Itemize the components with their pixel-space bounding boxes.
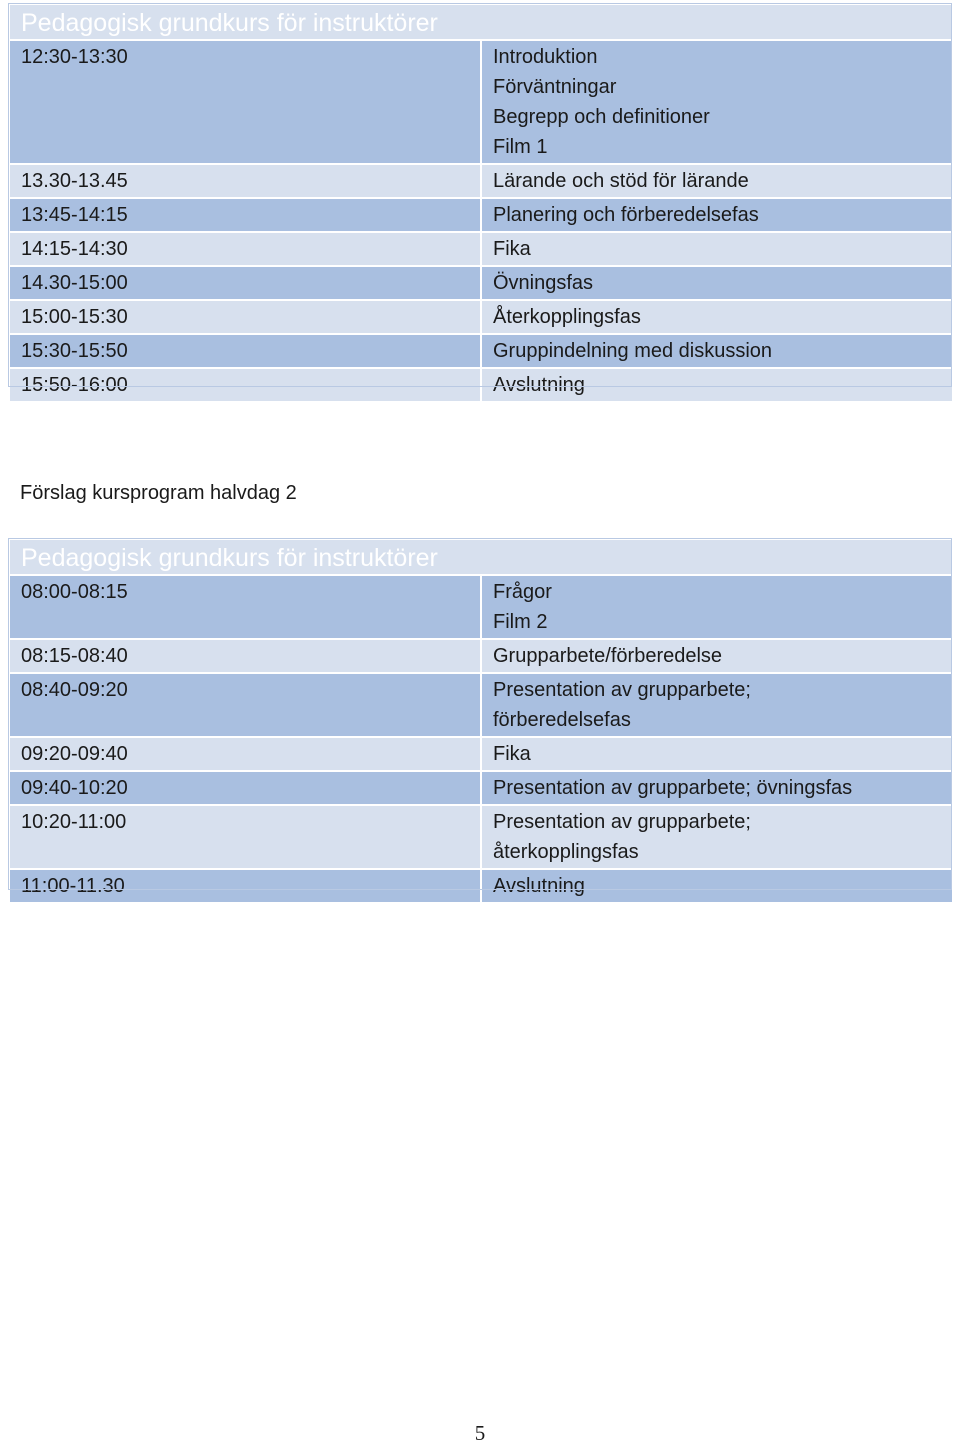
activity-cell: Presentation av grupparbete; övningsfas: [481, 771, 953, 805]
activity-cell: Gruppindelning med diskussion: [481, 334, 953, 368]
activity-cell: Avslutning: [481, 869, 953, 903]
time-cell: 08:00-08:15: [9, 575, 481, 639]
table-row: [9, 575, 953, 639]
activity-cell: Grupparbete/förberedelse: [481, 639, 953, 673]
schedule-table-day2: [8, 538, 954, 904]
time-cell: 09:20-09:40: [9, 737, 481, 771]
table-row: [9, 334, 953, 368]
activity-cell: Planering och förberedelsefas: [481, 198, 953, 232]
activity-cell: Fika: [481, 232, 953, 266]
table-row: [9, 737, 953, 771]
table-row: [9, 266, 953, 300]
time-cell: 15:00-15:30: [9, 300, 481, 334]
time-cell: 10:20-11:00: [9, 805, 481, 869]
table-title-row: [9, 4, 953, 40]
time-cell: 13.30-13.45: [9, 164, 481, 198]
time-cell: 09:40-10:20: [9, 771, 481, 805]
table-row: [9, 232, 953, 266]
table-row: [9, 805, 953, 869]
activity-cell: Frågor Film 2: [481, 575, 953, 639]
table-row: [9, 673, 953, 737]
time-cell: 15:50-16:00: [9, 368, 481, 402]
schedule-table-day1: [8, 3, 954, 403]
time-cell: 12:30-13:30: [9, 40, 481, 164]
activity-cell: Presentation av grupparbete; förberedelsefas: [481, 673, 953, 737]
activity-cell: Återkopplingsfas: [481, 300, 953, 334]
table-row: [9, 300, 953, 334]
activity-cell: Presentation av grupparbete; återkopplingsfas: [481, 805, 953, 869]
activity-cell: Avslutning: [481, 368, 953, 402]
activity-cell: Introduktion Förväntningar Begrepp och definitioner Film 1: [481, 40, 953, 164]
time-cell: 08:15-08:40: [9, 639, 481, 673]
activity-cell: Lärande och stöd för lärande: [481, 164, 953, 198]
activity-cell: Övningsfas: [481, 266, 953, 300]
page-number: 5: [474, 1421, 486, 1445]
time-cell: 14:15-14:30: [9, 232, 481, 266]
time-cell: 13:45-14:15: [9, 198, 481, 232]
table-row: [9, 771, 953, 805]
table-row: [9, 164, 953, 198]
table-row: [9, 198, 953, 232]
table-row: [9, 40, 953, 164]
table-row: [9, 368, 953, 402]
table-row: [9, 639, 953, 673]
time-cell: 08:40-09:20: [9, 673, 481, 737]
table-title-row: [9, 539, 953, 575]
activity-cell: Fika: [481, 737, 953, 771]
time-cell: 15:30-15:50: [9, 334, 481, 368]
table-title: Pedagogisk grundkurs för instruktörer: [9, 4, 953, 40]
table-row: [9, 869, 953, 903]
time-cell: 14.30-15:00: [9, 266, 481, 300]
table-title: Pedagogisk grundkurs för instruktörer: [9, 539, 953, 575]
section-heading: Förslag kursprogram halvdag 2: [20, 482, 297, 504]
time-cell: 11:00-11.30: [9, 869, 481, 903]
